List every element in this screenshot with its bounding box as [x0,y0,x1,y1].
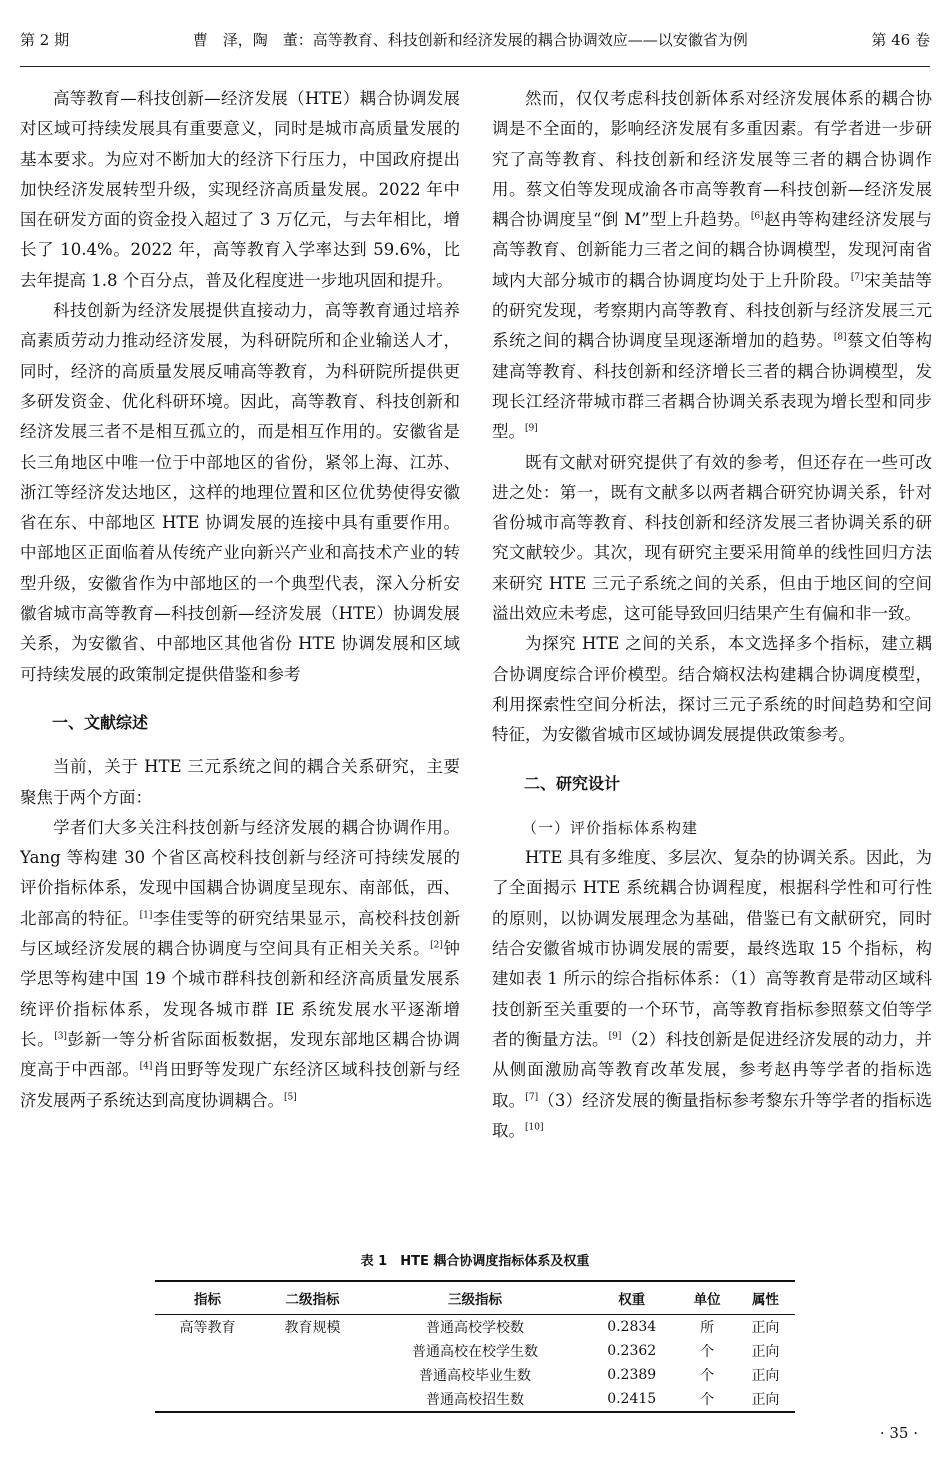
page-number: · 35 · [879,1424,918,1442]
intro-paragraph-1: 高等教育—科技创新—经济发展（HTE）耦合协调发展对区域可持续发展具有重要意义，同时是城市高质量发展的基本要求。为应对不断加大的经济下行压力，中国政府提出加快经济发展转型升级，实现经济高质量发展。2022 年中国在研发方面的资金投入超过了 3 万亿元，与去年相比，增长了 10.4%。2022 年，高等教育入学率达到 59.6%，比去年提高 1.8 个百分点，普及化程度进一步地巩固和提升。 [20,89,460,290]
cell: 0.2415 [585,1387,679,1412]
volume-label: 第 46 卷 [871,30,930,49]
section-heading-literature-review: 一、文献综述 [52,712,149,732]
cell: 普通高校毕业生数 [418,1368,531,1384]
cell: 个 [678,1387,735,1412]
issue-label: 第 2 期 [20,30,70,49]
citation-4[interactable]: [4] [139,1061,153,1072]
cell [155,1363,260,1387]
citation-8[interactable]: [8] [833,332,847,343]
citation-7b[interactable]: [7] [525,1092,539,1102]
cell: 0.2362 [607,1343,657,1359]
table-row [155,1387,795,1412]
running-title: 曹 泽，陶 董：高等教育、科技创新和经济发展的耦合协调效应——以安徽省为例 [192,30,748,49]
cell: 正向 [736,1387,795,1412]
indicator-weight-table [155,1280,795,1413]
cell: 正向 [751,1344,780,1360]
intro-paragraph-2: 科技创新为经济发展提供直接动力，高等教育通过培养高素质劳动力推动经济发展，为科研院所和企业输送人才，同时，经济的高质量发展反哺高等教育，为科研院所提供更多研发资金、优化科研环境。因此，高等教育、科技创新和经济发展三者不是相互孤立的，而是相互作用的。安徽省是长三角地区中唯一位于中部地区的省份，紧邻上海、江苏、浙江等经济发达地区，这样的地理位置和区位优势使得安徽省在东、中部地区 HTE 协调发展的连接中具有重要作用。中部地区正面临着从传统产业向新兴产业和高技术产业的转型升级，安徽省作为中部地区的一个典型代表，深入分析安徽省城市高等教育—科技创新—经济发展（HTE）协调发展关系，为安徽省、中部地区其他省份 HTE 协调发展和区域可持续发展的政策制定提供借鉴和参考 [20,301,460,684]
running-header [20,12,930,67]
cell: 正向 [751,1320,780,1336]
right-column [492,84,932,1146]
cell [260,1363,365,1387]
review-paragraph-5: 为探究 HTE 之间的关系，本文选择多个指标，建立耦合协调度综合评价模型。结合熵权法构建耦合协调度模型，利用探索性空间分析法，探讨三元子系统的时间趋势和空间特征，为安徽省城市区域协调发展提供政策参考。 [492,634,932,745]
col-header-secondary: 二级指标 [260,1281,365,1315]
citation-6[interactable]: [6] [750,211,764,222]
table-row [155,1315,795,1340]
citation-9[interactable]: [9] [525,423,538,434]
cell: 个 [700,1368,715,1384]
citation-9b[interactable]: [9] [608,1031,622,1042]
citation-2[interactable]: [2] [430,940,443,951]
cell: 高等教育 [179,1320,236,1336]
review-paragraph-1: 当前，关于 HTE 三元系统之间的耦合关系研究，主要聚焦于两个方面： [20,757,460,807]
cell: 个 [700,1344,715,1360]
cell: 0.2389 [607,1367,657,1383]
citation-3[interactable]: [3] [54,1031,67,1042]
cell: 普通高校在校学生数 [411,1344,538,1360]
subsection-heading-indicator-system: （一）评价指标体系构建 [522,818,699,837]
citation-5[interactable]: [5] [284,1092,297,1102]
table-header-row [155,1281,795,1315]
review-paragraph-3: 然而，仅仅考虑科技创新体系对经济发展体系的耦合协调是不全面的，影响经济发展有多重因素。有学者进一步研究了高等教育、科技创新和经济发展等三者的耦合协调作用。蔡文伯等发现成渝各市高等教育—科技创新—经济发展耦合协调度呈“倒 M”型上升趋势。[6]赵冉等构建经济发展与高等教育、创新能力三者之间的耦合协调模型，发现河南省域内大部分城市的耦合协调度均处于上升阶段。[7]宋美喆等的研究发现，考察期内高等教育、科技创新与经济发展三元系统之间的耦合协调度呈现逐渐增加的趋势。[8]蔡文伯等构建高等教育、科技创新和经济增长三者的耦合协调模型，发现长江经济带城市群三者耦合协调关系表现为增长型和同步型。[9] [492,89,933,442]
col-header-attribute: 属性 [736,1281,795,1315]
col-header-tertiary: 三级指标 [365,1281,585,1315]
section-heading-research-design: 二、研究设计 [524,773,621,793]
citation-10[interactable]: [10] [525,1122,544,1133]
citation-1[interactable]: [1] [139,910,153,921]
cell [155,1339,260,1363]
cell [260,1339,365,1363]
cell: 0.2834 [607,1319,657,1335]
cell: 正向 [751,1368,780,1384]
col-header-weight: 权重 [585,1281,679,1315]
cell [260,1387,365,1412]
review-paragraph-4: 既有文献对研究提供了有效的参考，但还存在一些可改进之处：第一，既有文献多以两者耦合研究协调关系，针对省份城市高等教育、科技创新和经济发展三者协调关系的研究文献较少。其次，现有研究主要采用简单的线性回归方法来研究 HTE 三元子系统之间的关系，但由于地区间的空间溢出效应未考虑，这可能导致回归结果产生有偏和非一致。 [492,452,932,624]
cell: 普通高校招生数 [365,1387,585,1412]
col-header-indicator: 指标 [155,1281,260,1315]
table-row [155,1339,795,1363]
cell: 教育规模 [284,1320,341,1336]
review-paragraph-2: 学者们大多关注科技创新与经济发展的耦合协调作用。Yang 等构建 30 个省区高校科技创新与经济可持续发展的评价指标体系，发现中国耦合协调度呈现东、南部低，西、北部高的特征。[1]李佳雯等的研究结果显示，高校科技创新与区域经济发展的耦合协调度与空间具有正相关关系。[2]钟学思等构建中国 19 个城市群科技创新和经济高质量发展系统评价指标体系，发现各城市群 IE 系统发展水平逐渐增长。[3]彭新一等分析省际面板数据，发现东部地区耦合协调度高于中西部。[4]肖田野等发现广东经济区域科技创新与经济发展两子系统达到高度协调耦合。[5] [20,817,461,1110]
citation-7[interactable]: [7] [850,272,864,283]
design-paragraph-1: HTE 具有多维度、多层次、复杂的协调关系。因此，为了全面揭示 HTE 系统耦合协调程度，根据科学性和可行性的原则，以协调发展理念为基础，借鉴已有文献研究，同时结合安徽省城市协调发展的需要，最终选取 15 个指标，构建如表 1 所示的综合指标体系：（1）高等教育是带动区域科技创新至关重要的一个环节，高等教育指标参照蔡文伯等学者的衡量方法。[9]（2）科技创新是促进经济发展的动力，并从侧面激励高等教育改革发展，参考赵冉等学者的指标选取。[7]（3）经济发展的衡量指标参考黎东升等学者的指标选取。[10] [492,848,933,1140]
cell: 所 [700,1320,715,1336]
table-caption: 表 1 HTE 耦合协调度指标体系及权重 [360,1254,590,1269]
left-column [20,84,460,1116]
cell: 普通高校学校数 [425,1320,524,1336]
col-header-unit: 单位 [678,1281,735,1315]
table-row [155,1363,795,1387]
cell [155,1387,260,1412]
